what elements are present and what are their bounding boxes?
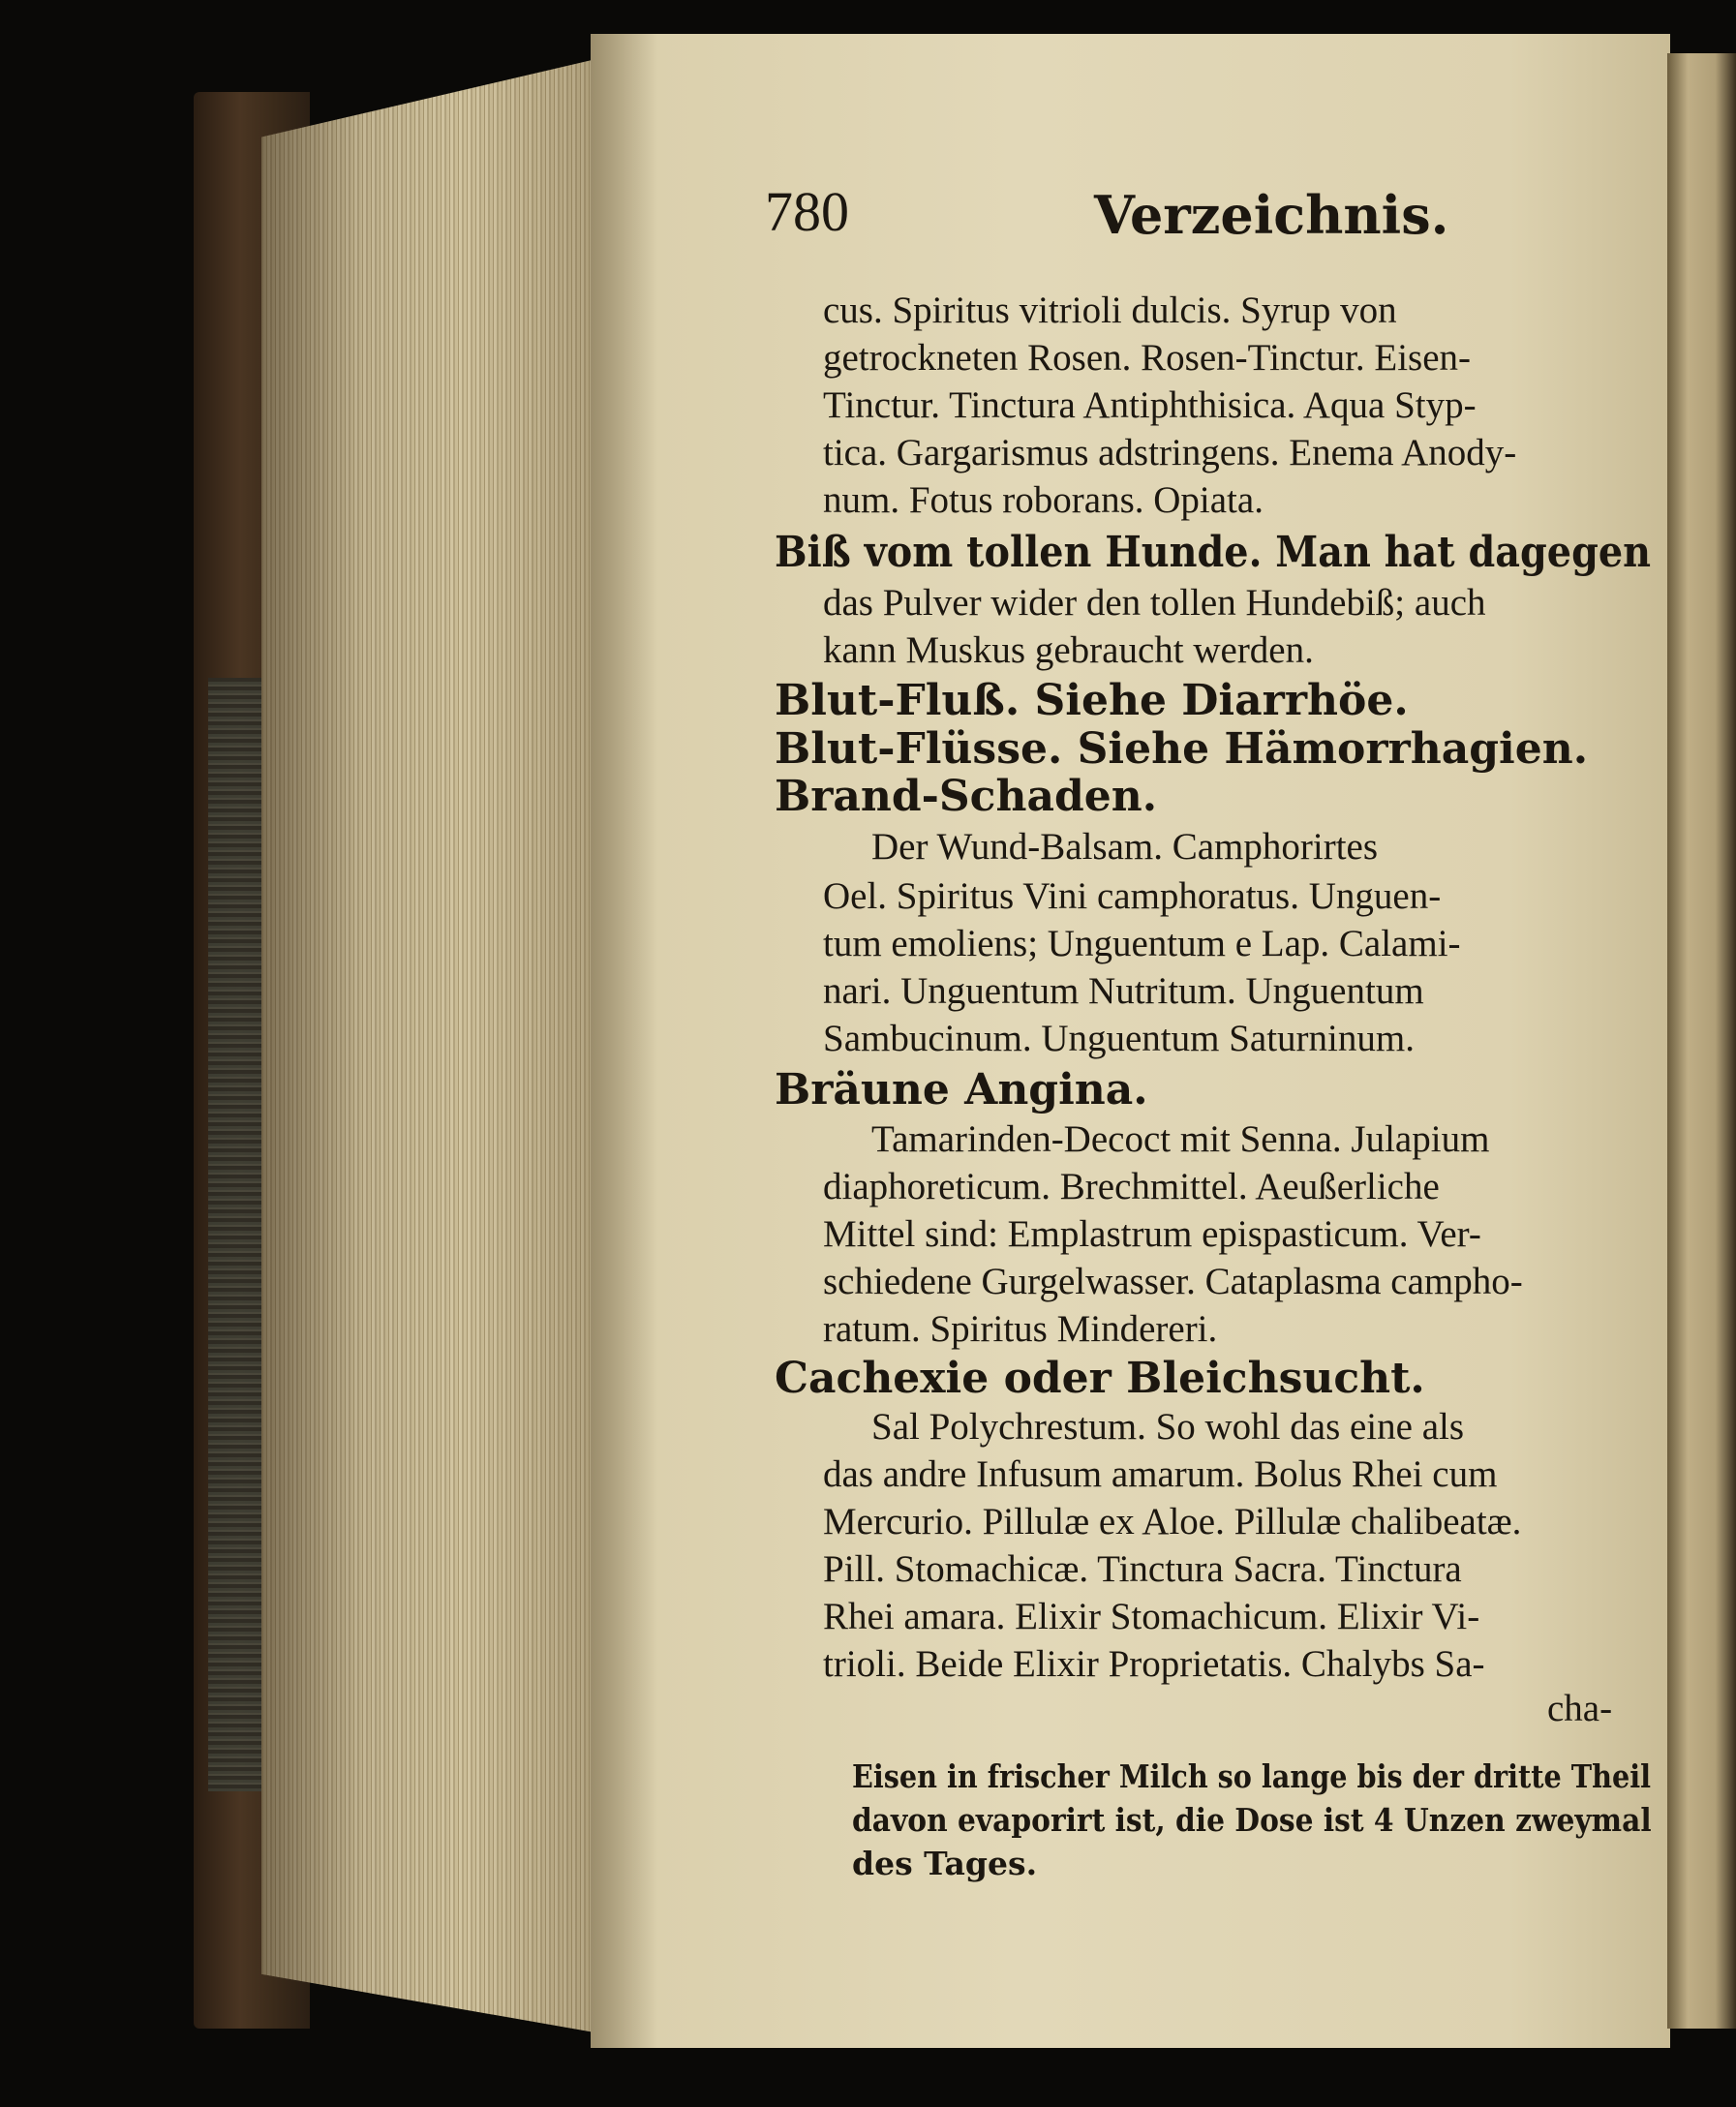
entry-heading: Cachexie oder Bleichsucht. [775,1354,1425,1403]
text-line: Sal Polychrestum. So wohl das eine als [871,1406,1465,1448]
footnote-line: des Tages. [852,1845,1038,1882]
entry-heading: Blut-Fluß. Siehe Diarrhöe. [775,676,1409,725]
text-line: ratum. Spiritus Mindereri. [823,1308,1218,1350]
text-line: Sambucinum. Unguentum Saturninum. [823,1018,1415,1059]
text-line: cus. Spiritus vitrioli dulcis. Syrup von [823,290,1397,331]
footnote-line: davon evaporirt ist, die Dose ist 4 Unzen zweymal [852,1801,1652,1839]
text-line: kann Muskus gebraucht werden. [823,629,1314,671]
text-line: getrockneten Rosen. Rosen-Tinctur. Eisen- [823,337,1472,379]
text-line: schiedene Gurgelwasser. Cataplasma campho- [823,1261,1523,1302]
text-line: Tamarinden-Decoct mit Senna. Julapium [871,1118,1490,1160]
text-line: Tinctur. Tinctura Antiphthisica. Aqua Styp- [823,384,1477,426]
entry-heading: Bräune Angina. [775,1065,1148,1115]
text-line: Der Wund-Balsam. Camphorirtes [871,826,1379,868]
text-line: tica. Gargarismus adstringens. Enema Anody- [823,432,1517,473]
text-line: Mittel sind: Emplastrum epispasticum. Ver- [823,1213,1481,1255]
text-line: diaphoreticum. Brechmittel. Aeußerliche [823,1166,1440,1207]
text-line: Oel. Spiritus Vini camphoratus. Unguen- [823,875,1442,917]
text-line: das Pulver wider den tollen Hundebiß; auch [823,582,1486,624]
running-head: Verzeichnis. [1094,184,1449,246]
page-number: 780 [765,180,849,243]
text-line: tum emoliens; Unguentum e Lap. Calami- [823,923,1461,964]
text-line: trioli. Beide Elixir Proprietatis. Chalybs Sa- [823,1643,1485,1685]
text-line: num. Fotus roborans. Opiata. [823,479,1264,521]
entry-heading: Biß vom tollen Hunde. Man hat dagegen [775,528,1652,577]
text-line: Mercurio. Pillulæ ex Aloe. Pillulæ chalibeatæ. [823,1501,1522,1542]
text-line: Pill. Stomachicæ. Tinctura Sacra. Tinctura [823,1548,1462,1590]
entry-heading: Brand-Schaden. [775,772,1158,821]
text-line: nari. Unguentum Nutritum. Unguentum [823,970,1424,1012]
text-line: das andre Infusum amarum. Bolus Rhei cum [823,1453,1498,1495]
text-line: Rhei amara. Elixir Stomachicum. Elixir Vi- [823,1596,1480,1637]
entry-heading: Blut-Flüsse. Siehe Hämorrhagien. [775,724,1589,774]
catchword: cha- [1547,1688,1613,1729]
footnote-line: Eisen in frischer Milch so lange bis der dritte Theil [852,1757,1651,1795]
